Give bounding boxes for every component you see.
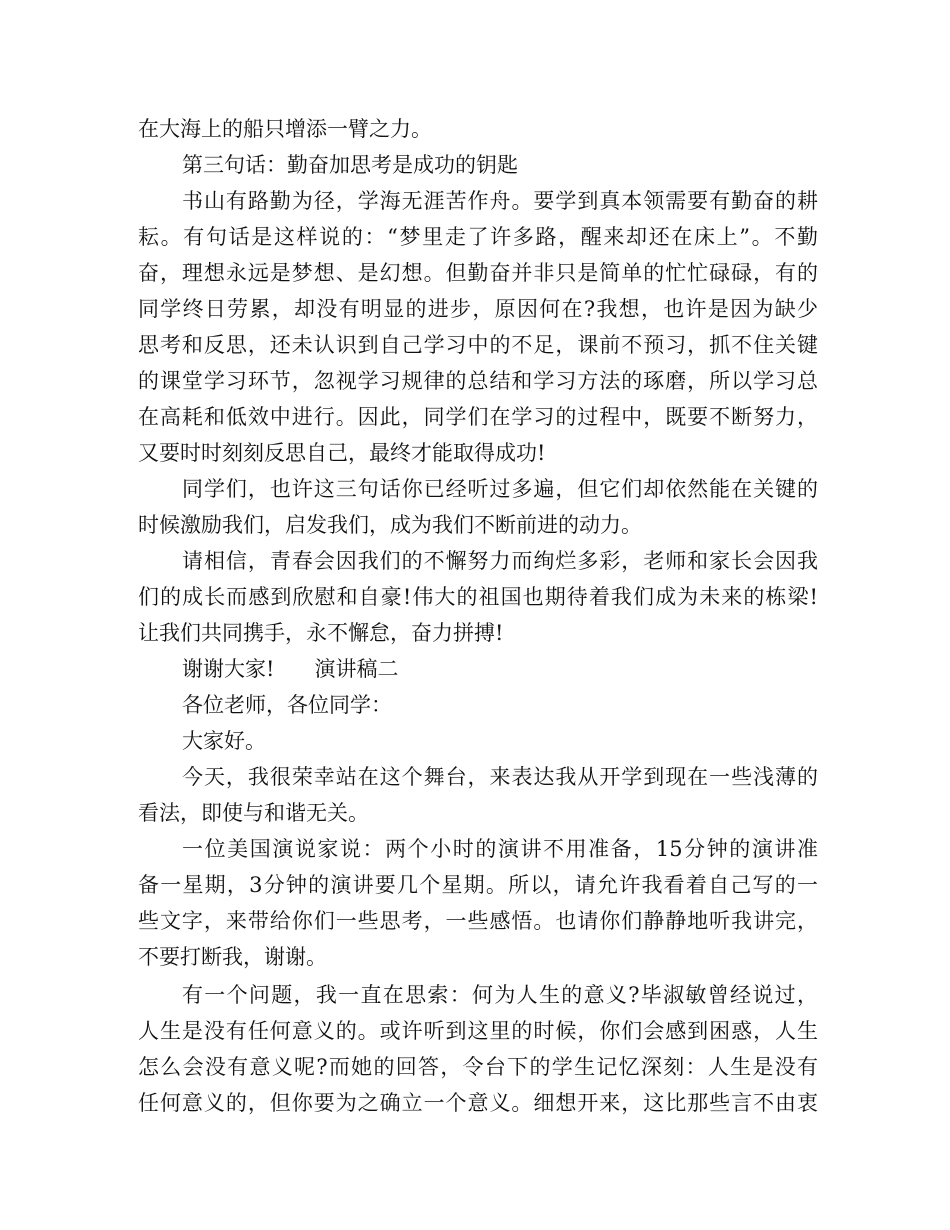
text-line: 思考和反思，还未认识到自己学习中的不足，课前不预习，抓不住关键 xyxy=(138,333,818,357)
speech-title: 演讲稿二 xyxy=(314,657,399,681)
text-line: 又要时时刻刻反思自己，最终才能取得成功! xyxy=(138,441,546,465)
greeting-line: 各位老师，各位同学： xyxy=(182,693,392,717)
text-line: 让我们共同携手，永不懈怠，奋力拼搏! xyxy=(138,621,504,645)
closing-thanks: 谢谢大家! xyxy=(182,657,275,681)
closing-and-title-line xyxy=(182,650,818,688)
text-line: 耘。有句话是这样说的：“梦里走了许多路，醒来却还在床上”。不勤 xyxy=(138,225,818,249)
text-line: 们的成长而感到欣慰和自豪!伟大的祖国也期待着我们成为未来的栋梁! xyxy=(138,585,818,609)
text-line: 看法，即使与和谐无关。 xyxy=(138,801,369,825)
text-line: 不要打断我，谢谢。 xyxy=(138,945,327,969)
text-line: 同学终日劳累，却没有明显的进步，原因何在?我想，也许是因为缺少 xyxy=(138,297,818,321)
section-heading: 第三句话：勤奋加思考是成功的钥匙 xyxy=(182,153,518,177)
text-line: 同学们，也许这三句话你已经听过多遍，但它们却依然能在关键的 xyxy=(182,477,818,501)
text-line: 备一星期，3分钟的演讲要几个星期。所以，请允许我看着自己写的一 xyxy=(138,873,818,897)
text-line: 请相信，青春会因我们的不懈努力而绚烂多彩，老师和家长会因我 xyxy=(182,549,818,573)
text-line: 的课堂学习环节，忽视学习规律的总结和学习方法的琢磨，所以学习总 xyxy=(138,369,818,393)
text-line: 时候激励我们，启发我们，成为我们不断前进的动力。 xyxy=(138,513,642,537)
text-line: 一位美国演说家说：两个小时的演讲不用准备，15分钟的演讲准 xyxy=(182,837,818,861)
text-line: 在高耗和低效中进行。因此，同学们在学习的过程中，既要不断努力， xyxy=(138,405,818,429)
text-line: 些文字，来带给你们一些思考，一些感悟。也请你们静静地听我讲完， xyxy=(138,909,818,933)
text-line: 今天，我很荣幸站在这个舞台，来表达我从开学到现在一些浅薄的 xyxy=(182,765,818,789)
text-line: 人生是没有任何意义的。或许听到这里的时候，你们会感到困惑，人生 xyxy=(138,1019,818,1043)
greeting-line: 大家好。 xyxy=(182,729,266,753)
text-line: 任何意义的，但你要为之确立一个意义。细想开来，这比那些言不由衷 xyxy=(138,1091,818,1115)
text-line: 有一个问题，我一直在思索：何为人生的意义?毕淑敏曾经说过， xyxy=(182,983,818,1007)
text-line: 怎么会没有意义呢?而她的回答，令台下的学生记忆深刻：人生是没有 xyxy=(138,1055,818,1079)
text-line: 奋，理想永远是梦想、是幻想。但勤奋并非只是简单的忙忙碌碌，有的 xyxy=(138,261,818,285)
text-line: 书山有路勤为径，学海无涯苦作舟。要学到真本领需要有勤奋的耕 xyxy=(182,189,818,213)
text-line: 在大海上的船只增添一臂之力。 xyxy=(138,117,432,141)
